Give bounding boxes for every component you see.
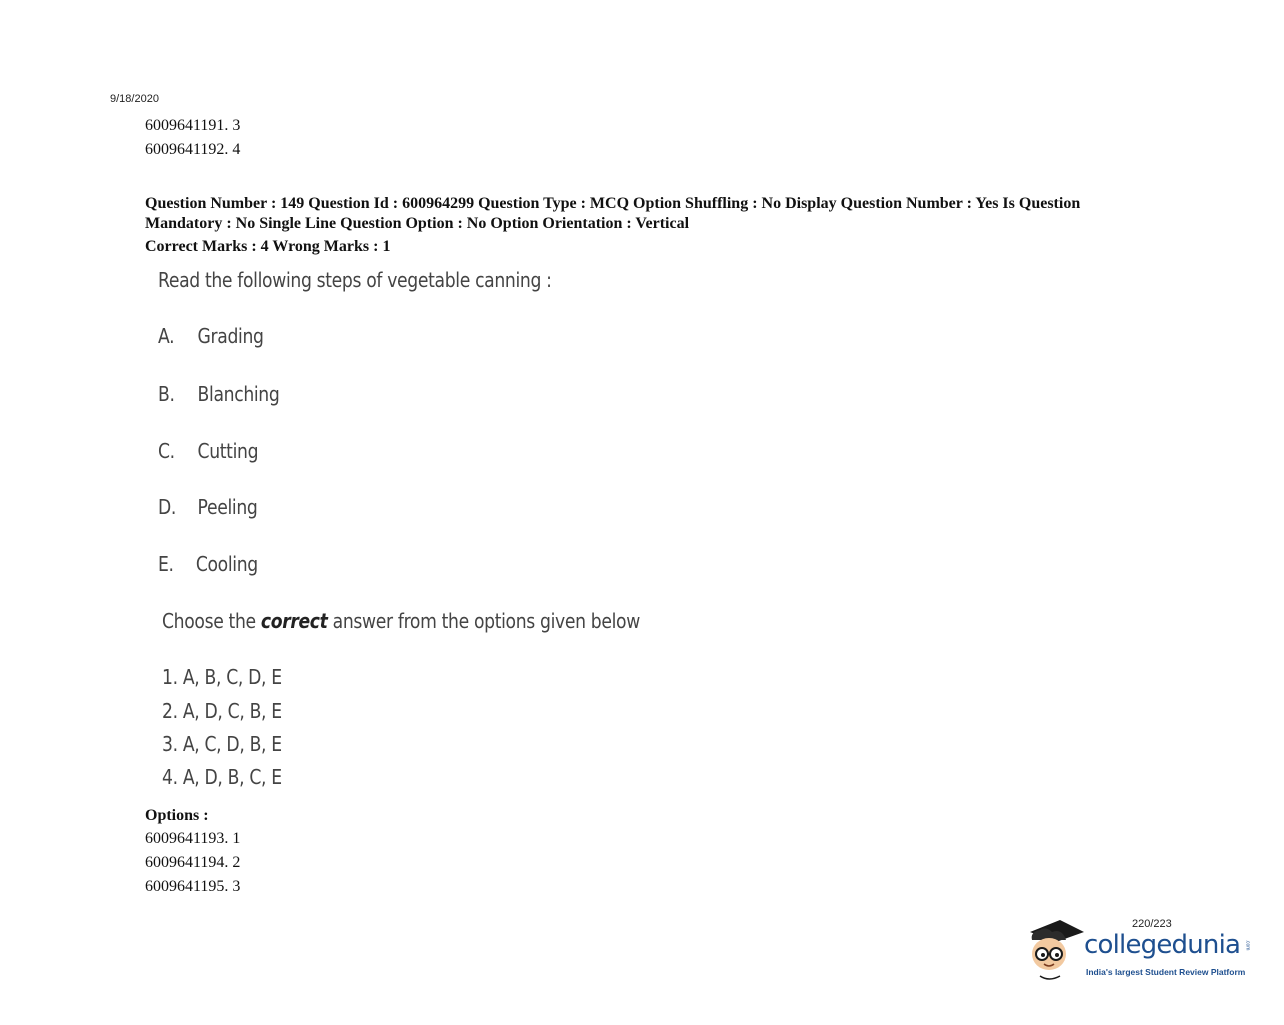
step-letter: E. — [158, 552, 174, 576]
step-a — [158, 324, 264, 348]
choose-emphasis: correct — [260, 609, 328, 633]
step-b — [158, 382, 279, 406]
step-text: Blanching — [197, 382, 280, 406]
option-item-2: 6009641194. 2 — [145, 854, 241, 871]
brand-name: collegedunia — [1084, 930, 1241, 960]
choose-pre: Choose the — [162, 609, 261, 633]
option-item-1: 6009641193. 1 — [145, 830, 241, 847]
choose-post: answer from the options given below — [327, 609, 640, 633]
step-e — [158, 552, 258, 576]
answer-option-1: 1. A, B, C, D, E — [162, 665, 282, 689]
question-meta: Question Number : 149 Question Id : 600964299 Question Type : MCQ Option Shuffling : No Display Question Number : Yes Is Question Mandatory : No Single Line Question Option : No Option Orientation : Vertical — [145, 195, 1081, 232]
step-letter: A. — [158, 324, 175, 348]
step-text: Grading — [197, 324, 264, 348]
step-letter: C. — [158, 439, 175, 463]
brand-suffix: .com — [1244, 939, 1251, 951]
marks-line: Correct Marks : 4 Wrong Marks : 1 — [145, 238, 391, 255]
prev-option-2: 6009641192. 4 — [145, 141, 241, 158]
print-date: 9/18/2020 — [110, 93, 159, 105]
collegedunia-logo — [1022, 918, 1262, 990]
option-item-3: 6009641195. 3 — [145, 878, 241, 895]
step-d — [158, 495, 257, 519]
brand-tagline: India's largest Student Review Platform — [1086, 967, 1246, 977]
options-label: Options : — [145, 807, 209, 824]
mascot-icon — [1022, 918, 1086, 990]
answer-option-2: 2. A, D, C, B, E — [162, 699, 282, 723]
question-intro: Read the following steps of vegetable canning : — [158, 268, 552, 292]
step-letter: D. — [158, 495, 177, 519]
step-text: Peeling — [197, 495, 258, 519]
step-text: Cutting — [197, 439, 259, 463]
page-number: 220/223 — [1132, 918, 1172, 930]
step-c — [158, 439, 258, 463]
choose-instruction — [162, 609, 640, 633]
answer-option-4: 4. A, D, B, C, E — [162, 765, 282, 789]
answer-option-3: 3. A, C, D, B, E — [162, 732, 282, 756]
step-text: Cooling — [195, 552, 258, 576]
step-letter: B. — [158, 382, 175, 406]
prev-option-1: 6009641191. 3 — [145, 117, 241, 134]
